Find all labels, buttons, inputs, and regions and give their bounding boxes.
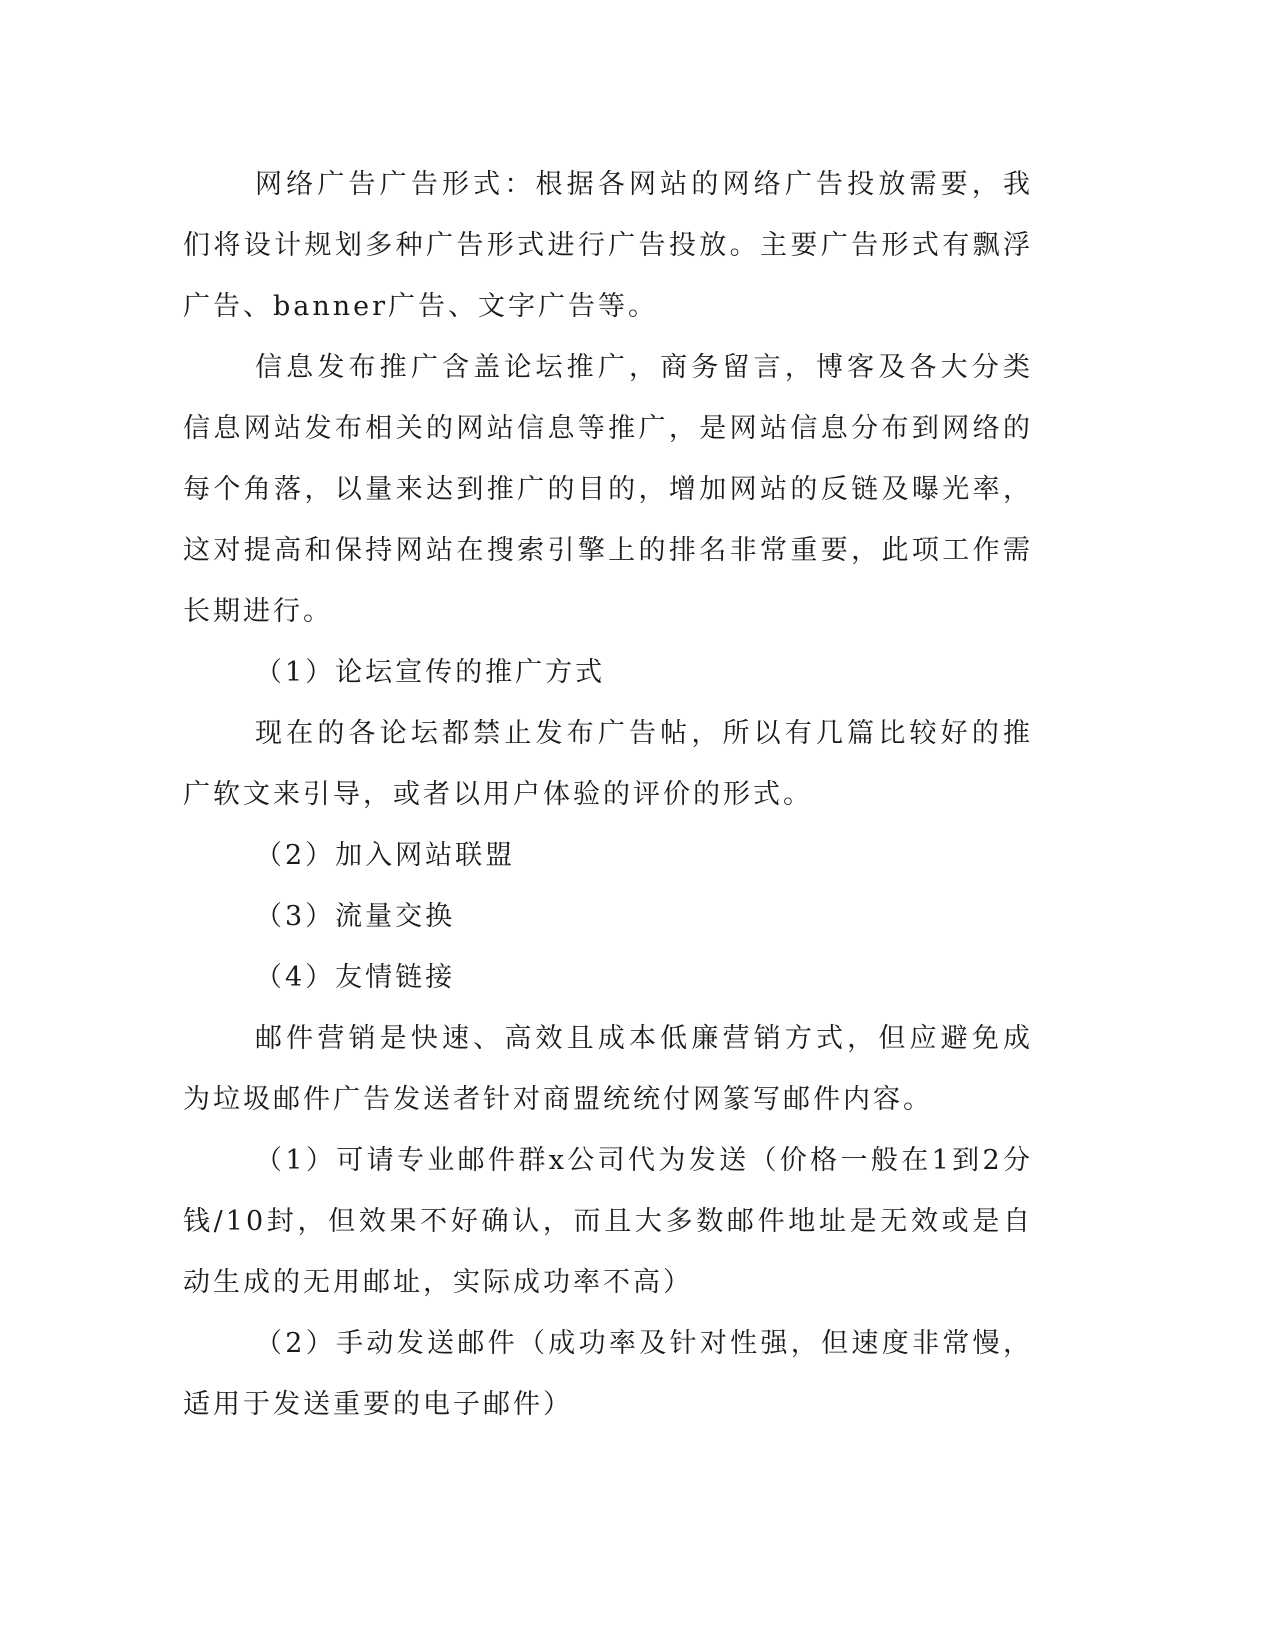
list-item-website-alliance: （2）加入网站联盟 — [255, 840, 516, 871]
document-body — [183, 154, 1033, 1435]
paragraph-forum-ads: 现在的各论坛都禁止发布广告帖，所以有几篇比较好的推广软文来引导，或者以用户体验的评价的形式。 — [183, 718, 1033, 810]
list-item-professional-mailing: （1）可请专业邮件群x公司代为发送（价格一般在1到2分钱/10封，但效果不好确认，而且大多数邮件地址是无效或是自动生成的无用邮址，实际成功率不高） — [183, 1145, 1033, 1298]
list-item-manual-mailing: （2）手动发送邮件（成功率及针对性强，但速度非常慢，适用于发送重要的电子邮件） — [183, 1328, 1033, 1420]
paragraph-email-marketing: 邮件营销是快速、高效且成本低廉营销方式，但应避免成为垃圾邮件广告发送者针对商盟统统付网篆写邮件内容。 — [183, 1023, 1033, 1115]
list-item-traffic-exchange: （3）流量交换 — [255, 901, 456, 932]
paragraph-info-publishing: 信息发布推广含盖论坛推广，商务留言，博客及各大分类信息网站发布相关的网站信息等推广，是网站信息分布到网络的每个角落，以量来达到推广的目的，增加网站的反链及曝光率，这对提高和保持网站在搜索引擎上的排名非常重要，此项工作需长期进行。 — [183, 352, 1033, 627]
list-item-forum-promotion: （1）论坛宣传的推广方式 — [255, 657, 606, 688]
list-item-friendly-links: （4）友情链接 — [255, 962, 456, 993]
paragraph-online-ads: 网络广告广告形式：根据各网站的网络广告投放需要，我们将设计规划多种广告形式进行广告投放。主要广告形式有飘浮广告、banner广告、文字广告等。 — [183, 169, 1033, 322]
